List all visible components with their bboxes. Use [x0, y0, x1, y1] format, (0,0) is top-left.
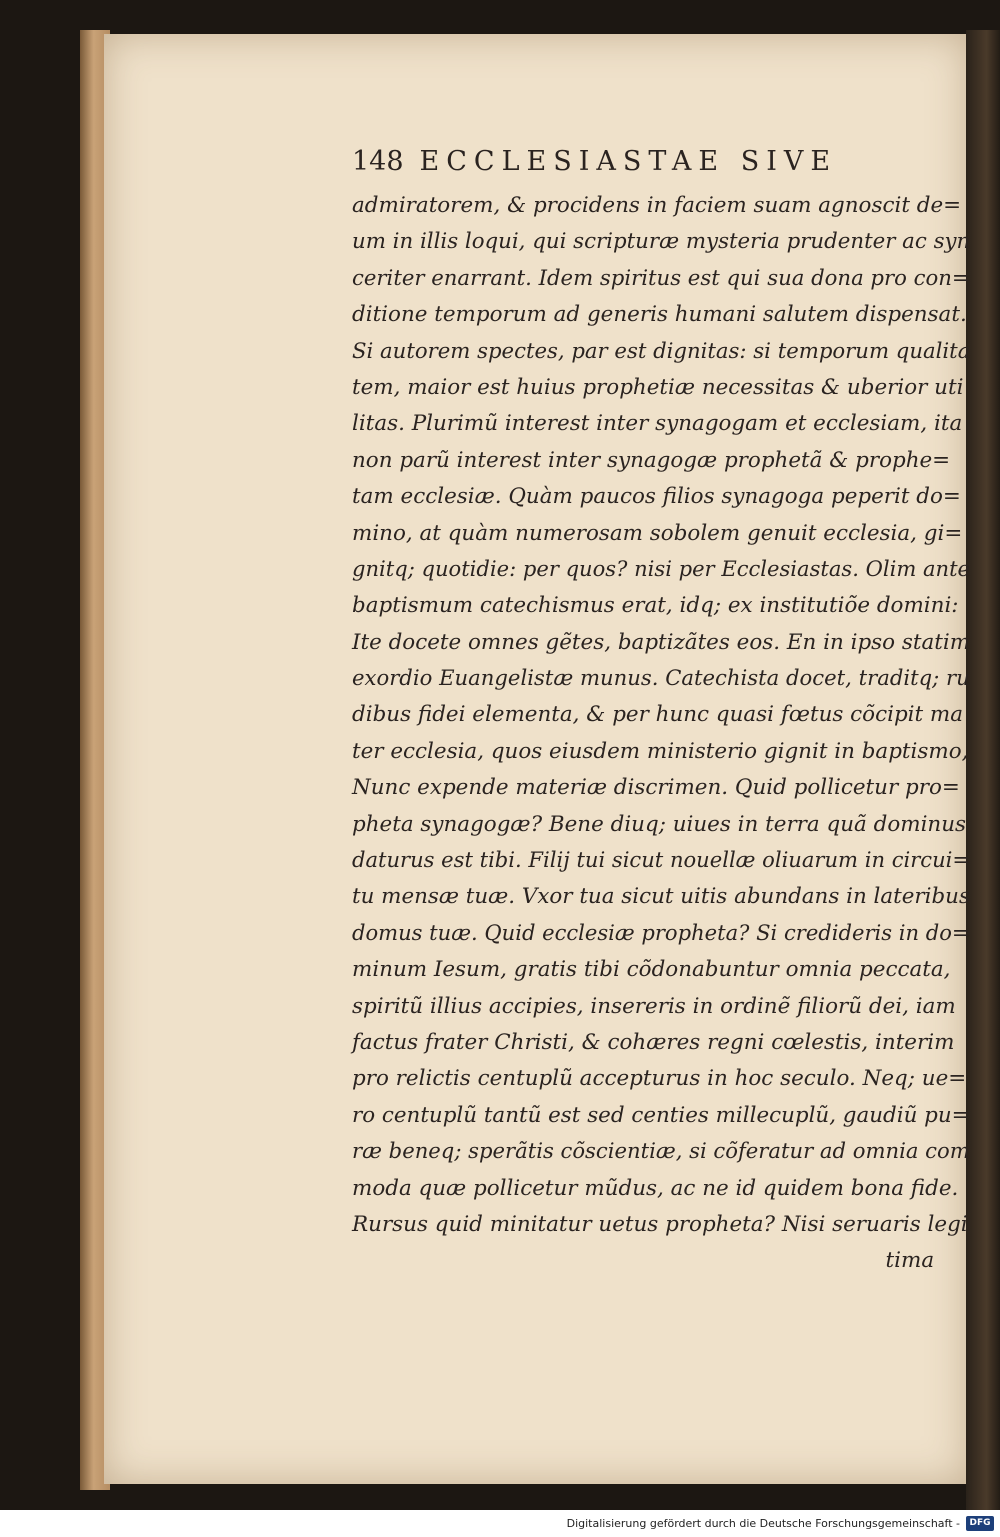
- text-line: dibus fidei elementa, & per hunc quasi fœtus cõcipit ma: [352, 702, 964, 728]
- text-line: ræ beneq; sperãtis cõscientiæ, si cõferatur ad omnia com: [352, 1139, 970, 1165]
- text-line: Nunc expende materiæ discrimen. Quid pollicetur pro=: [352, 775, 960, 801]
- text-line: um in illis loqui, qui scripturæ mysteria prudenter ac syn: [352, 229, 971, 255]
- dfg-logo: DFG: [966, 1516, 994, 1531]
- text-line: daturus est tibi. Filij tui sicut nouellæ oliuarum in circui=: [352, 848, 971, 874]
- text-line: spiritũ illius accipies, insereris in ordinẽ filiorũ dei, iam: [352, 993, 956, 1019]
- text-line: gnitq; quotidie: per quos? nisi per Ecclesiastas. Olim ante: [352, 556, 971, 582]
- text-line: baptismum catechismus erat, idq; ex institutiõe domini:: [352, 593, 959, 619]
- funding-credit: Digitalisierung gefördert durch die Deutsche Forschungsgemeinschaft -: [566, 1517, 960, 1530]
- text-line: factus frater Christi, & cohæres regni cœlestis, interim: [352, 1029, 955, 1055]
- text-line: tem, maior est huius prophetiæ necessitas & uberior uti: [352, 374, 964, 400]
- text-line: ro centuplũ tantũ est sed centies millecuplũ, gaudiũ pu=: [352, 1102, 970, 1128]
- page-header: [352, 146, 962, 177]
- text-line: ter ecclesia, quos eiusdem ministerio gignit in baptismo,: [352, 738, 969, 764]
- text-line: litas. Plurimũ interest inter synagogam et ecclesiam, ita: [352, 411, 963, 437]
- text-line: ceriter enarrant. Idem spiritus est qui sua dona pro con=: [352, 265, 970, 291]
- text-line: domus tuæ. Quid ecclesiæ propheta? Si credideris in do=: [352, 920, 970, 946]
- text-line: ditione temporum ad generis humani salutem dispensat.: [352, 302, 967, 328]
- text-line: exordio Euangelistæ munus. Catechista docet, traditq; ru: [352, 666, 970, 692]
- text-line: minum Iesum, gratis tibi cõdonabuntur omnia peccata,: [352, 957, 951, 983]
- text-line: mino, at quàm numerosam sobolem genuit ecclesia, gi=: [352, 520, 963, 546]
- text-line: tu mensæ tuæ. Vxor tua sicut uitis abundans in lateribus: [352, 884, 970, 910]
- text-line: moda quæ pollicetur mũdus, ac ne id quidem bona fide.: [352, 1175, 959, 1201]
- running-head: ECCLESIASTAE SIVE: [419, 146, 838, 177]
- text-line: Ite docete omnes gẽtes, baptizãtes eos. En in ipso statim: [352, 629, 971, 655]
- text-line: admiratorem, & procidens in faciem suam agnoscit de=: [352, 193, 962, 218]
- digitization-footer: [0, 1510, 1000, 1537]
- text-line: Si autorem spectes, par est dignitas: si temporum qualita: [352, 338, 971, 364]
- text-line: tam ecclesiæ. Quàm paucos filios synagoga peperit do=: [352, 484, 961, 510]
- catchword: tima: [885, 1248, 935, 1274]
- page-number: 148: [352, 146, 404, 177]
- body-text: [352, 188, 972, 1280]
- text-line: pro relictis centuplũ accepturus in hoc seculo. Neq; ue=: [352, 1066, 967, 1092]
- text-line: non parũ interest inter synagogæ prophetã & prophe=: [352, 447, 951, 473]
- text-line: Rursus quid minitatur uetus propheta? Nisi seruaris legi: [352, 1211, 968, 1237]
- text-line: pheta synagogæ? Bene diuq; uiues in terra quã dominus: [352, 811, 967, 837]
